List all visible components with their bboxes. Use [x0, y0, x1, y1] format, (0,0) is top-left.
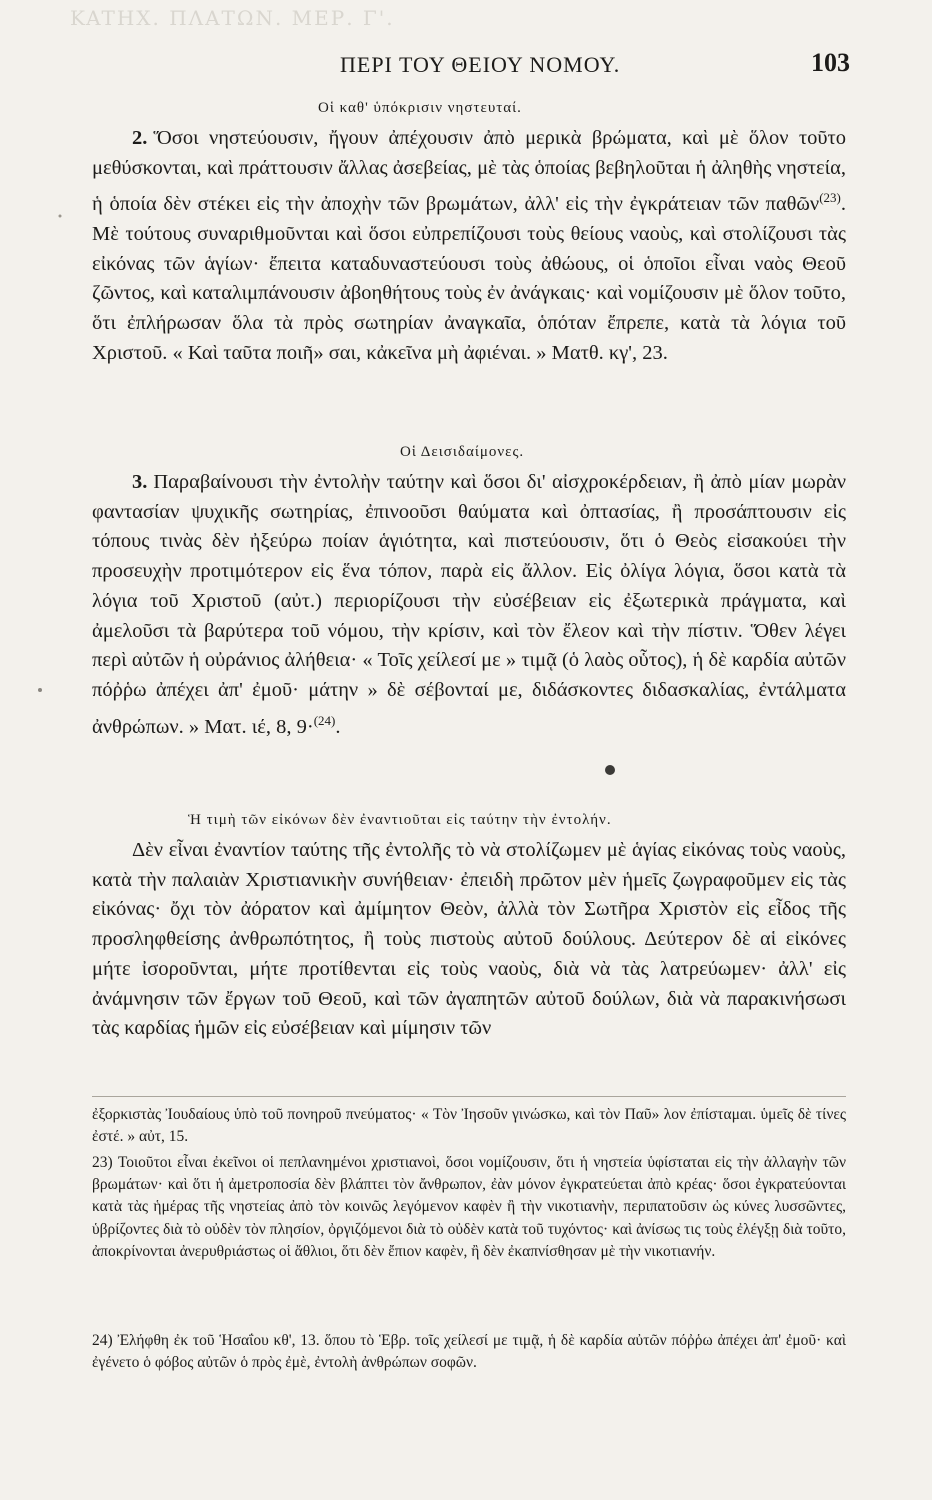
paragraph-text: .	[335, 715, 341, 738]
paragraph-2	[92, 124, 846, 446]
section-heading-hypocrites: Οἱ καθ' ὑπόκρισιν νηστευταί.	[318, 100, 522, 116]
bleed-through-text: KATHX. ΠΛΑΤΩΝ. ΜΕΡ. Γ'.	[70, 6, 395, 30]
footnote-23: 23) Τοιοῦτοι εἶναι ἐκεῖνοι οἱ πεπλανημένοι χριστιανοὶ, ὅσοι νομίζουσιν, ὅτι ἡ νηστεία ὑφίσταται εἰς τὴν ἀλλαγὴν τῶν βρωμάτων· καὶ ὅτι ἡ ἀμετροποσία δὲν βλάπτει τὸν ἄνθρωπον, ἐὰν μόνον ἐγκρατεύεται ἀπὸ κρέας· ὅσοι ἐγκρατεύονται κατὰ τὰς ἡμέρας τῆς νηστείας ἀπὸ τὸν κοινῶς λεγόμενον καφὲν ἢ τὴν νικοτιανὴν, περιπατοῦσιν ὡς κύνες λυσσῶντες, ὑβρίζοντες διὰ τὸ οὐδὲν τὸν πλησίον, ὀργιζόμενοι διὰ τὸ οὐδὲν κατὰ τοῦ τυχόντος· καὶ ἀνίσως τις τοὺς ἐλέγξῃ διὰ τοῦτο, ἀποκρίνονται ἀνερυθριάστως οἱ ἄθλιοι, ὅτι δὲν ἔπιον καφὲν, ἢ δὲν ἐκαπνίσθησαν μὲ τὴν νικοτιανήν.	[92, 1154, 846, 1260]
page-number: 103	[811, 48, 850, 77]
paragraph-3	[92, 468, 846, 800]
paragraph-number: 2.	[132, 127, 148, 149]
running-title: ΠΕΡΙ ΤΟΥ ΘΕΙΟΥ ΝΟΜΟΥ.	[340, 52, 621, 77]
paragraph-icons: Δὲν εἶναι ἐναντίον ταύτης τῆς ἐντολῆς τὸ νὰ στολίζωμεν μὲ ἁγίας εἰκόνας τοὺς ναοὺς, κατὰ τὴν παλαιὰν Χριστιανικὴν συνήθειαν· ἐπειδὴ πρῶτον μὲν ἡμεῖς ζωγραφοῦμεν εἰς τὰς εἰκόνας· ὄχι τὸν ἀόρατον καὶ ἀμίμητον Θεὸν, ἀλλὰ τὸν Σωτῆρα Χριστὸν εἰς εἶδος τῆς προσληφθείσης ἀνθρωπότητος, ἢ τοὺς πιστοὺς αὐτοῦ δούλους. Δεύτερον δὲ αἱ εἰκόνες μήτε ἰσοροῦνται, μήτε προτίθενται εἰς τοὺς ναοὺς, διὰ νὰ τὰς λατρεύωμεν· ἀλλ' εἰς ἀνάμνησιν τῶν ἔργων τοῦ Θεοῦ, καὶ τῶν ἀγαπητῶν αὐτοῦ δούλων, διὰ νὰ παρακινήσωσι τὰς καρδίας ἡμῶν εἰς εὐσέβειαν καὶ μίμησιν τῶν	[92, 839, 846, 1040]
footnote-separator	[92, 1096, 846, 1097]
footnote-ref-23[interactable]: (23)	[819, 190, 841, 206]
page-header	[90, 48, 850, 88]
paragraph-number: 3.	[132, 471, 148, 493]
footnote-continued: ἐξορκιστὰς Ἰουδαίους ὑπὸ τοῦ πονηροῦ πνεύματος· « Τὸν Ἰησοῦν γινώσκω, καὶ τὸν Παῦ» λον ἐπίσταμαι. ὑμεῖς δὲ τίνες ἐστέ. » αὐτ, 15.	[92, 1106, 846, 1146]
paragraph-text: . Μὲ τούτους συναριθμοῦνται καὶ ὅσοι εὐπρεπίζουσι τοὺς θείους ναοὺς, καὶ στολίζουσι τὰς εἰκόνας τῶν ἁγίων· ἔπειτα καταδυναστεύουσι τοὺς ἀθώους, οἱ ὁποῖοι εἶναι ναὸς Θεοῦ ζῶντος, καὶ καταλιμπάνουσιν ἀβοηθήτους τοὺς ἐν ἀνάγκαις· καὶ νομίζουσιν μὲ ὅλον τοῦτο, ὅτι ἐπλήρωσαν ὅλα τὰ πρὸς σωτηρίαν ἀναγκαῖα, ὁπόταν ἔπρεπε, κατὰ τὰ λόγια τοῦ Χριστοῦ. « Καὶ ταῦτα ποιῆ» σαι, κἀκεῖνα μὴ ἀφιέναι. » Ματθ. κγ', 23.	[92, 193, 846, 364]
section-heading-icons: Ἡ τιμὴ τῶν εἰκόνων δὲν ἐναντιοῦται εἰς ταύτην τὴν ἐντολήν.	[188, 812, 612, 828]
section-heading-superstitious: Οἱ Δεισιδαίμονες.	[400, 444, 525, 460]
footnote-24: 24) Ἐλήφθη ἐκ τοῦ Ἡσαΐου κθ', 13. ὅπου τὸ Ἑβρ. τοῖς χείλεσί με τιμᾷ, ἡ δὲ καρδία αὐτῶν πόῤῥω ἀπέχει ἀπ' ἐμοῦ· καὶ ἐγένετο ὁ φόβος αὐτῶν ὁ πρὸς ἐμὲ, ἐντολὴ ἀνθρώπων σοφῶν.	[92, 1332, 846, 1372]
footnote-ref-24[interactable]: (24)	[313, 712, 336, 728]
paragraph-text: Ὅσοι νηστεύουσιν, ἤγουν ἀπέχουσιν ἀπὸ μερικὰ βρώματα, καὶ μὲ ὅλον τοῦτο μεθύσκονται, καὶ πράττουσιν ἄλλας ἀσεβείας, μὲ τὰς ὁποίας βεβηλοῦται ἡ ἀληθὴς νηστεία, ἡ ὁποία δὲν στέκει εἰς τὴν ἀποχὴν τῶν βρωμάτων, ἀλλ' εἰς τὴν ἐγκράτειαν τῶν παθῶν	[92, 127, 846, 216]
paragraph-text: Παραβαίνουσι τὴν ἐντολὴν ταύτην καὶ ὅσοι δι' αἰσχροκέρδειαν, ἢ ἀπὸ μίαν μωρὰν φαντασίαν ψυχικῆς σωτηρίας, ἐπινοοῦσι θαύματα καὶ ὀπτασίας, ἢ προσάπτουσιν εἰς τόπους τινὰς δὲν ἠξεύρω ποίαν ἁγιότητα, καὶ πιστεύουσιν, ὅτι ὁ Θεὸς εἰσακούει τὴν προσευχὴν προτιμότερον εἰς ἕνα τόπον, παρὰ εἰς ἄλλον. Εἰς ὀλίγα λόγια, ὅσοι κατὰ τὰ λόγια τοῦ Χριστοῦ (αὐτ.) περιορίζουσι τὴν εὐσέβειαν εἰς ἐξωτερικὰ πράγματα, καὶ ἀμελοῦσι τὰ βαρύτερα τοῦ νόμου, τὴν κρίσιν, καὶ τὸν ἔλεον καὶ τὴν πίστιν. Ὅθεν λέγει περὶ αὐτῶν ἡ οὐράνιος ἀλήθεια· « Τοῖς χείλεσί με » τιμᾷ (ὁ λαὸς οὗτος), ἡ δὲ καρδία αὐτῶν πόῤῥω ἀπέχει ἀπ' ἐμοῦ· μάτην » δὲ σέβονταί με, διδάσκοντες διδασκαλίας, ἐντάλματα ἀνθρώπων. » Ματ. ιέ, 8, 9·	[92, 471, 846, 738]
